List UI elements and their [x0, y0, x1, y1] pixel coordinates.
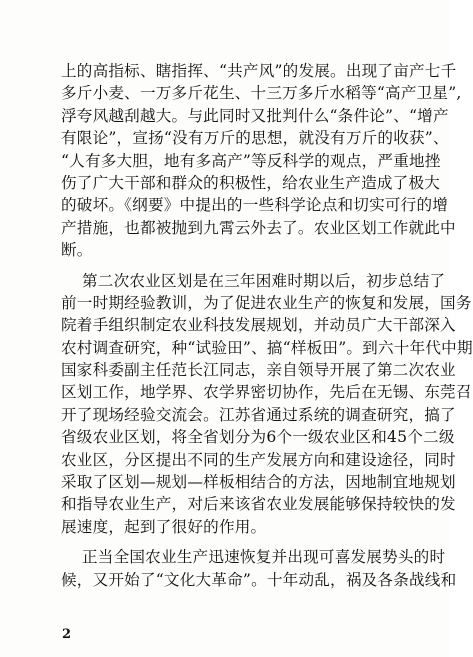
text-line: 农村调查研究，种“试验田”、搞“样板田”。到六十年代中期 — [61, 338, 473, 357]
text-line: 伤了广大干部和群众的积极性，给农业生产造成了极大 — [61, 173, 441, 192]
text-line: 采取了区划—规划—样板相结合的方法，因地制宜地规划 — [61, 473, 456, 492]
text-line: 的破坏。《纲要》中提出的一些科学论点和切实可行的增 — [61, 196, 449, 215]
paragraph — [61, 60, 462, 262]
text-line: 和指导农业生产，对后来该省农业发展能够保持较快的发 — [61, 495, 456, 514]
body-text — [61, 60, 473, 591]
text-line: 区划工作，地学界、农学界密切协作，先后在无锡、东莞召 — [61, 383, 472, 402]
text-line: 断。 — [61, 241, 93, 260]
text-line: 产措施，也都被抛到九霄云外去了。农业区划工作就此中 — [61, 218, 456, 237]
text-line: 正当全国农业生产迅速恢复并出现可喜发展势头的时 — [82, 548, 446, 567]
text-line: 国家科委副主任范长江同志，亲自领导开展了第二次农业 — [61, 361, 456, 380]
text-line: “人有多大胆，地有多高产”等反科学的观点，严重地挫 — [61, 151, 441, 170]
text-line: 前一时期经验教训，为了促进农业生产的恢复和发展，国务 — [61, 293, 472, 312]
text-line: 有限论”，宣扬“没有万斤的思想，就没有万斤的收获”、 — [61, 129, 449, 148]
paragraph-gap — [61, 538, 418, 546]
text-line: 展速度，起到了很好的作用。 — [61, 517, 267, 536]
text-line: 开了现场经验交流会。江苏省通过系统的调查研究，搞了 — [61, 405, 456, 424]
text-line: 候，又开始了“文化大革命”。十年动乱，祸及各条战线和 — [61, 570, 457, 589]
text-line: 农业区，分区提出不同的生产发展方向和建设途径，同时 — [61, 450, 456, 469]
text-line: 院着手组织制定农业科技发展规划，并动员广大干部深入 — [61, 316, 456, 335]
text-line: 浮夸风越刮越大。与此同时又批判什么“条件论”、“增产 — [61, 106, 449, 125]
paragraph — [61, 270, 473, 539]
paragraph-gap — [61, 262, 418, 270]
paragraph — [61, 546, 457, 591]
text-line: 省级农业区划，将全省划分为6个一级农业区和45个二级 — [61, 428, 455, 447]
text-line: 第二次农业区划是在三年困难时期以后，初步总结了 — [82, 271, 446, 290]
text-line: 上的高指标、瞎指挥、“共产风”的发展。出现了亩产七千 — [61, 62, 457, 80]
text-line: 多斤小麦、一万多斤花生、十三万多斤水稻等“高产卫星”, — [61, 84, 462, 103]
page-number: 2 — [62, 627, 72, 642]
